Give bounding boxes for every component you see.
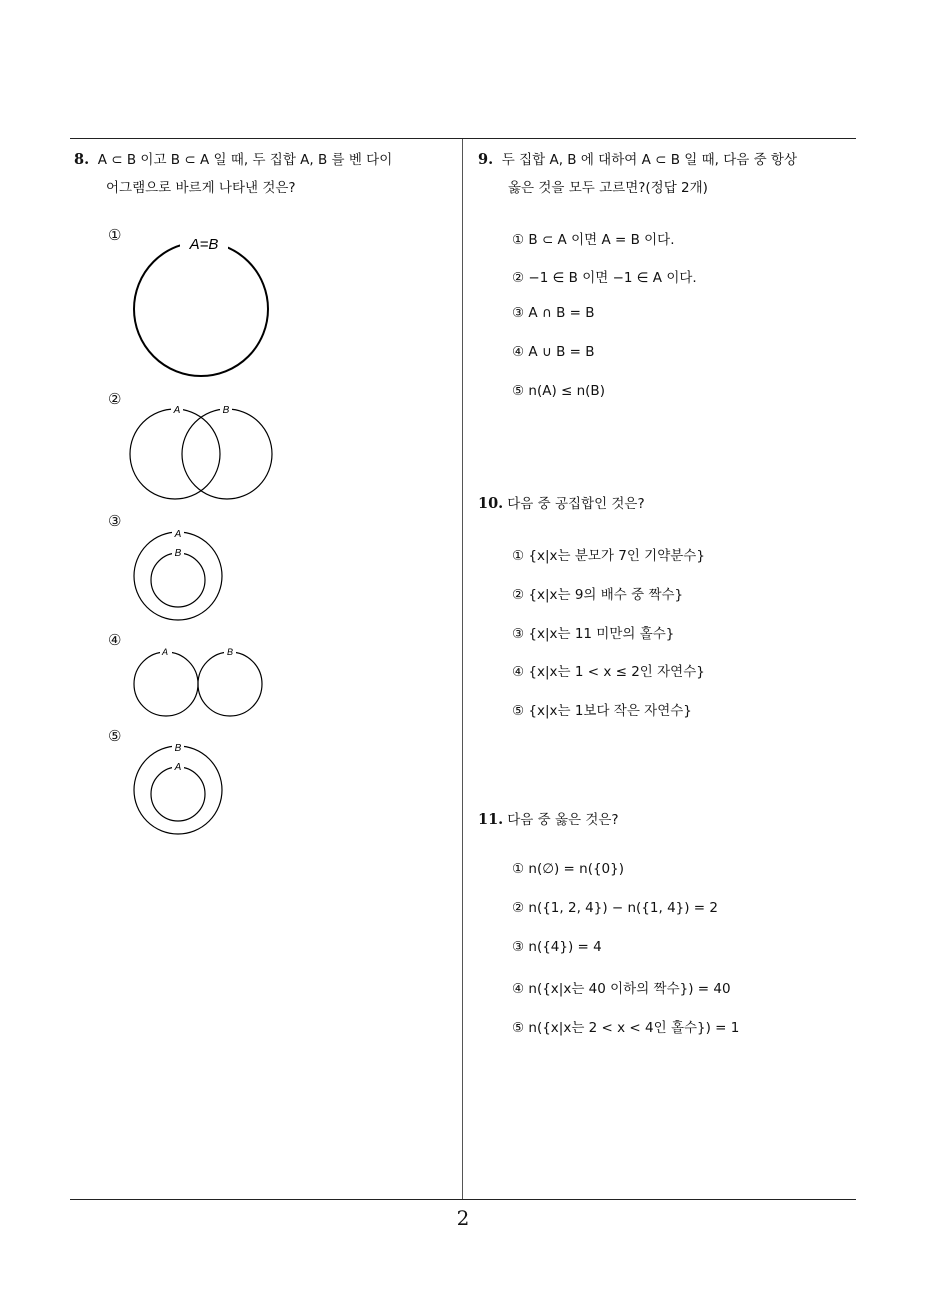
venn-label-inner: B — [174, 548, 182, 559]
q11-option-2: ② n({1, 2, 4}) − n({1, 4}) = 2 — [512, 900, 719, 916]
question-text: 다음 중 옳은 것은? — [507, 812, 619, 828]
choice-marker-2: ② — [108, 390, 122, 408]
q9-option-3: ③ A ∩ B = B — [512, 305, 595, 321]
venn-diagram-5 — [128, 738, 228, 838]
venn-label-a: A — [173, 405, 181, 416]
choice-marker-5: ⑤ — [108, 727, 122, 745]
question-number: 10. — [478, 495, 504, 512]
venn-diagram-1 — [125, 232, 280, 382]
question-8 — [74, 146, 458, 202]
question-text-line2: 옳은 것을 모두 고르면?(정답 2개) — [508, 180, 708, 196]
q10-option-3: ③ {x|x는 11 미만의 홀수} — [512, 626, 675, 642]
question-text-line1: A ⊂ B 이고 B ⊂ A 일 때, 두 집합 A, B 를 벤 다이 — [97, 152, 393, 168]
venn-label-a: A — [161, 647, 169, 657]
question-text: 다음 중 공집합인 것은? — [507, 496, 645, 512]
q10-option-5: ⑤ {x|x는 1보다 작은 자연수} — [512, 703, 692, 719]
venn-label-inner: A — [174, 762, 182, 773]
question-11 — [478, 806, 858, 834]
column-divider — [462, 139, 463, 1200]
question-text-line1: 두 집합 A, B 에 대하여 A ⊂ B 일 때, 다음 중 항상 — [501, 152, 797, 168]
choice-marker-1: ① — [108, 226, 122, 244]
q9-option-1: ① B ⊂ A 이면 A = B 이다. — [512, 232, 675, 248]
q10-option-4: ④ {x|x는 1 < x ≤ 2인 자연수} — [512, 664, 705, 680]
venn-diagram-3 — [128, 524, 228, 624]
question-10 — [478, 490, 858, 518]
q9-option-5: ⑤ n(A) ≤ n(B) — [512, 383, 605, 399]
page-number: 2 — [456, 1206, 470, 1230]
venn-label-b: B — [226, 647, 234, 657]
q10-option-1: ① {x|x는 분모가 7인 기약분수} — [512, 548, 705, 564]
top-rule — [70, 138, 856, 139]
q10-option-2: ② {x|x는 9의 배수 중 짝수} — [512, 587, 684, 603]
q11-option-5: ⑤ n({x|x는 2 < x < 4인 홀수}) = 1 — [512, 1020, 740, 1036]
venn-label-a-equals-b: A=B — [189, 236, 219, 253]
question-number: 9. — [478, 151, 494, 168]
choice-marker-4: ④ — [108, 631, 122, 649]
venn-label-b: B — [222, 405, 230, 416]
venn-label-outer: A — [174, 529, 182, 540]
bottom-rule — [70, 1199, 856, 1200]
q11-option-4: ④ n({x|x는 40 이하의 짝수}) = 40 — [512, 981, 731, 997]
q11-option-3: ③ n({4}) = 4 — [512, 939, 602, 955]
question-9 — [478, 146, 858, 202]
question-text-line2: 어그램으로 바르게 나타낸 것은? — [106, 180, 296, 196]
question-number: 8. — [74, 151, 90, 168]
venn-diagram-4 — [128, 644, 268, 720]
choice-marker-3: ③ — [108, 512, 122, 530]
venn-diagram-2 — [128, 398, 278, 506]
q11-option-1: ① n(∅) = n({0}) — [512, 861, 624, 877]
q9-option-4: ④ A ∪ B = B — [512, 344, 595, 360]
q9-option-2: ② −1 ∈ B 이면 −1 ∈ A 이다. — [512, 270, 697, 286]
question-number: 11. — [478, 811, 504, 828]
venn-label-outer: B — [174, 743, 182, 754]
